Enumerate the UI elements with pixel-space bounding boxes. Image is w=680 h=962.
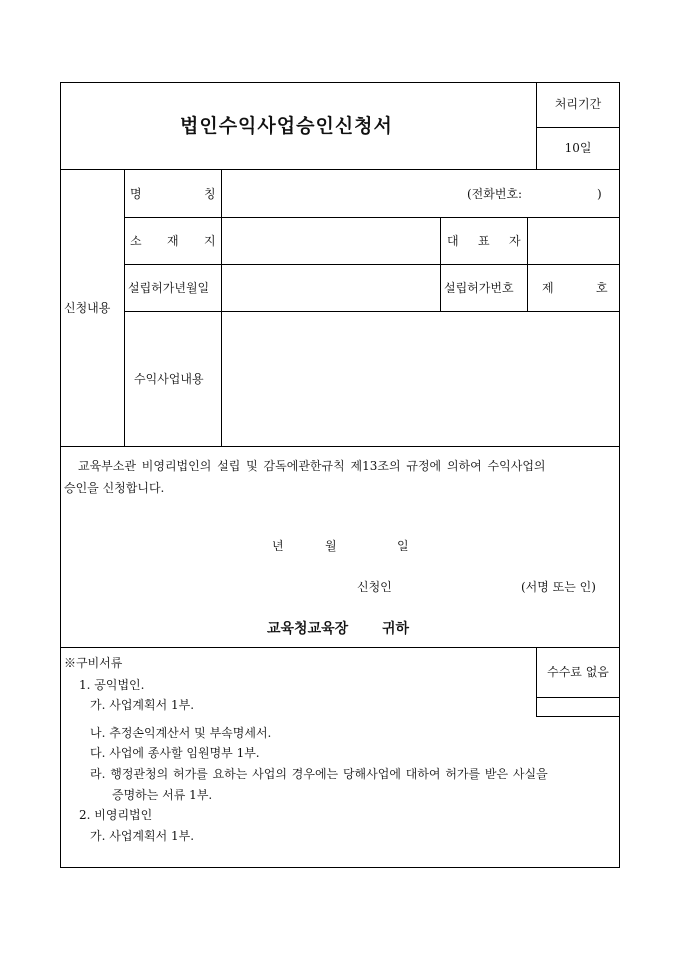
addressee-suffix: 귀하 <box>382 621 410 637</box>
divider-fee-left <box>536 647 537 717</box>
establishment-number-label: 설립허가번호 <box>444 281 514 295</box>
document-item: 라. 행정관청의 허가를 요하는 사업의 경우에는 당해사업에 대하여 허가를 받은 사실을 <box>90 767 548 781</box>
rep-label-a: 대 <box>447 234 459 248</box>
name-label-b: 칭 <box>204 187 216 201</box>
application-section-label: 신청내용 <box>64 301 111 315</box>
rep-label-b: 표 <box>478 234 490 248</box>
signature-note: (서명 또는 인) <box>521 580 596 594</box>
addressee: 교육청교육장 <box>267 621 349 637</box>
divider-rep-label-right <box>527 217 528 312</box>
processing-period-label: 처리기간 <box>554 97 602 111</box>
applicant-label: 신청인 <box>357 580 392 594</box>
name-label-a: 명 <box>130 187 142 201</box>
document-item: 1. 공익법인. <box>79 678 145 692</box>
document-item: 증명하는 서류 1부. <box>112 788 213 802</box>
establishment-date-label: 설립허가년월일 <box>128 281 210 295</box>
document-item: 나. 추정손익계산서 및 부속명세서. <box>90 726 272 740</box>
phone-label: (전화번호: <box>467 187 523 201</box>
location-label-a: 소 <box>130 234 142 248</box>
divider-fee-middle <box>536 697 620 698</box>
location-label-c: 지 <box>204 234 216 248</box>
date-year: 년 <box>272 539 284 553</box>
document-item: 가. 사업계획서 1부. <box>90 829 195 843</box>
divider-label-value <box>221 169 222 447</box>
statement-line-2: 승인을 신청합니다. <box>64 481 165 495</box>
divider-row1 <box>124 217 620 218</box>
form-title: 법인수익사업승인신청서 <box>180 115 393 137</box>
business-content-label: 수익사업내용 <box>134 372 204 386</box>
location-label-b: 재 <box>167 234 179 248</box>
divider-application-bottom <box>60 446 620 447</box>
document-item: 다. 사업에 종사할 임원명부 1부. <box>90 746 260 760</box>
divider-fee-bottom <box>536 716 620 717</box>
divider-period-middle <box>536 127 620 128</box>
establishment-number-suffix: 호 <box>596 281 608 295</box>
divider-title-period <box>536 82 537 170</box>
phone-close: ) <box>597 187 602 201</box>
divider-section-label <box>124 169 125 447</box>
divider-row2 <box>124 264 620 265</box>
document-item: 2. 비영리법인 <box>79 808 153 822</box>
statement-line-1: 교육부소관 비영리법인의 설립 및 감독에관한규칙 제13조의 규정에 의하여 수익사업의 <box>78 459 546 473</box>
date-month: 월 <box>325 539 337 553</box>
processing-period-value: 10일 <box>564 141 592 155</box>
rep-label-c: 자 <box>509 234 521 248</box>
divider-rep-label-left <box>440 217 441 312</box>
document-item: 가. 사업계획서 1부. <box>90 698 195 712</box>
date-day: 일 <box>397 539 409 553</box>
documents-header: ※구비서류 <box>64 656 123 670</box>
establishment-number-prefix: 제 <box>542 281 554 295</box>
fee-label: 수수료 없음 <box>547 665 609 679</box>
divider-row3 <box>124 311 620 312</box>
